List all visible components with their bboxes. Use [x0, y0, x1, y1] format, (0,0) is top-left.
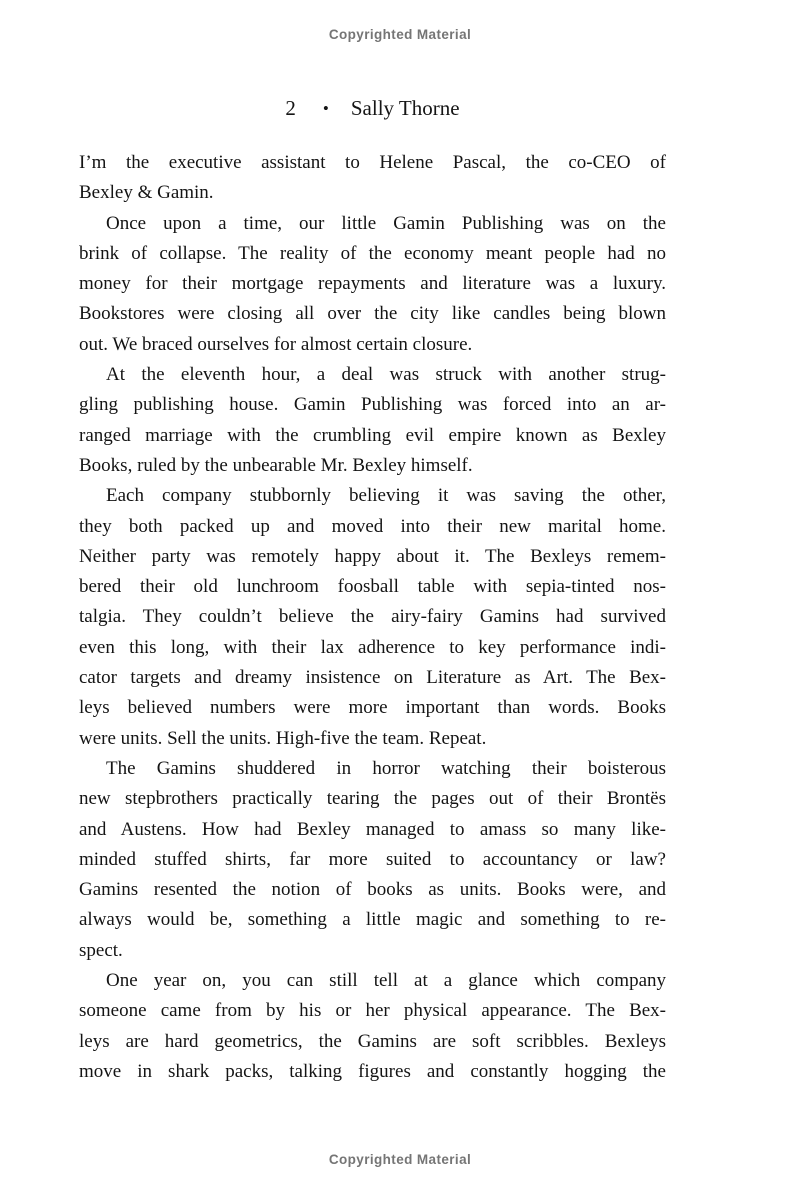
- text-line: they both packed up and moved into their new marital home.: [79, 515, 666, 537]
- text-line: move in shark packs, talking figures and constantly hogging the: [79, 1060, 666, 1082]
- copyright-notice-bottom: Copyrighted Material: [328, 1152, 472, 1167]
- paragraph: [79, 148, 666, 209]
- text-line: gling publishing house. Gamin Publishing was forced into an ar-: [79, 394, 666, 416]
- text-line: always would be, something a little magic and something to re-: [79, 909, 666, 931]
- text-line: leys are hard geometrics, the Gamins are soft scribbles. Bexleys: [79, 1030, 666, 1052]
- text-line: ranged marriage with the crumbling evil empire known as Bexley: [79, 424, 666, 446]
- text-line: someone came from by his or her physical appearance. The Bex-: [79, 1000, 666, 1022]
- paragraph: [79, 481, 666, 754]
- text-line: brink of collapse. The reality of the economy meant people had no: [79, 242, 666, 264]
- paragraph: [79, 360, 666, 481]
- text-line: Each company stubbornly believing it was saving the other,: [106, 485, 666, 507]
- text-line: even this long, with their lax adherence to key performance indi-: [79, 636, 666, 658]
- text-line: Gamins resented the notion of books as units. Books were, and: [79, 879, 666, 901]
- text-line: Bookstores were closing all over the city like candles being blown: [79, 303, 666, 325]
- text-line: were units. Sell the units. High-five the team. Repeat.: [79, 727, 487, 749]
- text-line: money for their mortgage repayments and literature was a luxury.: [79, 273, 666, 295]
- text-line: Bexley & Gamin.: [79, 182, 214, 204]
- text-line: The Gamins shuddered in horror watching their boisterous: [106, 757, 666, 779]
- text-line: leys believed numbers were more important than words. Books: [79, 697, 666, 719]
- text-line: out. We braced ourselves for almost certain closure.: [79, 333, 473, 355]
- text-line: cator targets and dreamy insistence on Literature as Art. The Bex-: [79, 667, 666, 689]
- text-line: and Austens. How had Bexley managed to amass so many like-: [79, 818, 666, 840]
- text-line: Books, ruled by the unbearable Mr. Bexley himself.: [79, 454, 473, 476]
- text-line: Once upon a time, our little Gamin Publishing was on the: [106, 212, 666, 234]
- page-body: [79, 148, 666, 1087]
- text-line: bered their old lunchroom foosball table with sepia-tinted nos-: [79, 576, 666, 598]
- text-line: At the eleventh hour, a deal was struck with another strug-: [106, 364, 666, 386]
- text-line: minded stuffed shirts, far more suited to accountancy or law?: [79, 848, 666, 870]
- text-line: Neither party was remotely happy about it. The Bexleys remem-: [79, 545, 666, 567]
- page-number: 2: [285, 96, 296, 120]
- text-line: talgia. They couldn’t believe the airy-fairy Gamins had survived: [79, 606, 666, 628]
- copyright-notice-top: Copyrighted Material: [328, 27, 472, 42]
- paragraph: [79, 966, 666, 1087]
- author-name: Sally Thorne: [350, 96, 460, 120]
- text-line: spect.: [79, 939, 123, 961]
- paragraph: [79, 209, 666, 360]
- text-line: I’m the executive assistant to Helene Pascal, the co-CEO of: [79, 152, 666, 173]
- text-line: new stepbrothers practically tearing the pages out of their Brontës: [79, 788, 666, 810]
- text-line: One year on, you can still tell at a glance which company: [106, 970, 666, 992]
- paragraph: [79, 754, 666, 966]
- running-header: [79, 96, 666, 121]
- bullet-separator-icon: •: [322, 99, 329, 118]
